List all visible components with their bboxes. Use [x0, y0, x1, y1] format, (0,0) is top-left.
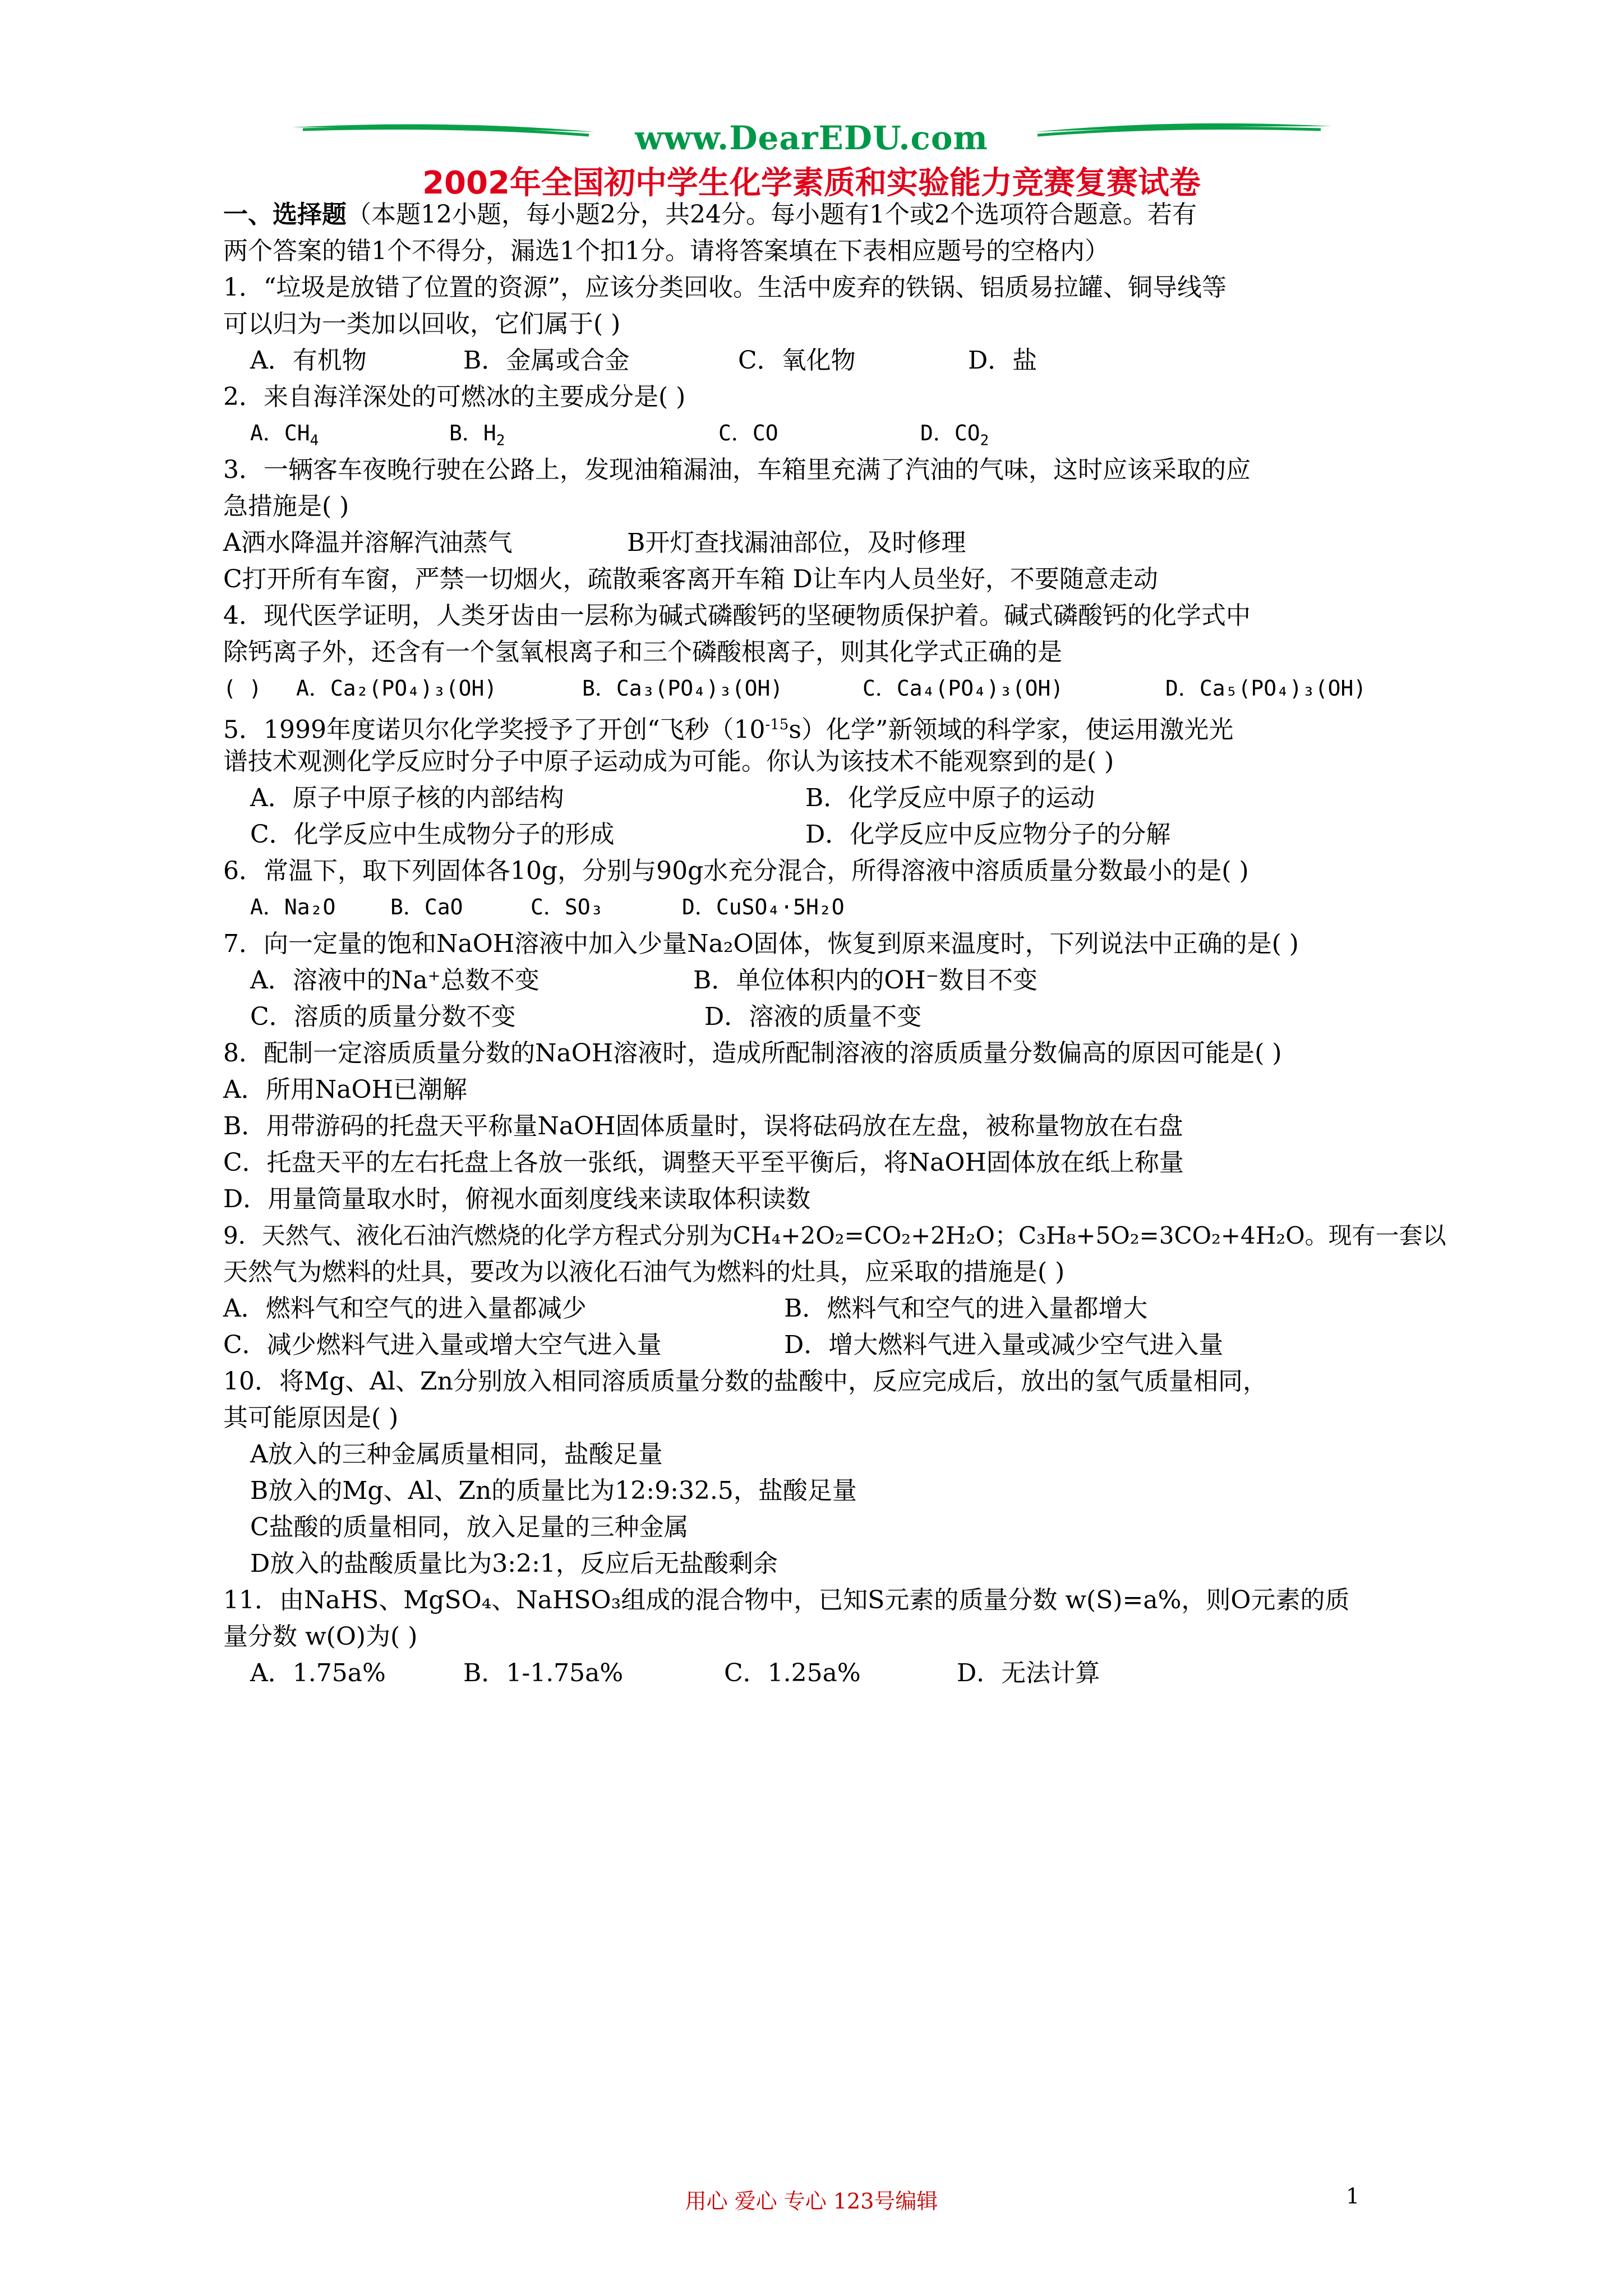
q7-option-b: B．单位体积内的OH⁻数目不变 — [693, 966, 1038, 995]
q11-option-d: D．无法计算 — [957, 1659, 1100, 1687]
q6-stem: 6．常温下，取下列固体各10g，分别与90g水充分混合，所得溶液中溶质质量分数最小的是( ) — [223, 857, 1249, 885]
section-intro: 一、选择题（本题12小题，每小题2分，共24分。每小题有1个或2个选项符合题意。若有 — [223, 200, 1197, 229]
q3-stem: 3．一辆客车夜晚行驶在公路上，发现油箱漏油，车箱里充满了汽油的气味，这时应该采取的应 — [223, 455, 1251, 484]
q5-stem: 5．1999年度诺贝尔化学奖授予了开创“飞秒$(10^{-15}s)$化学”新领域的科学家，使运用激光光 — [223, 715, 1234, 744]
q8-option-b: B．用带游码的托盘天平称量NaOH固体质量时，误将砝码放在左盘，被称量物放在右盘 — [223, 1112, 1183, 1140]
footer-text: 用心 爱心 专心 123号编辑 — [685, 2189, 938, 2214]
q10-stem-2: 其可能原因是( ) — [223, 1404, 399, 1432]
q3-options-cd: C打开所有车窗，严禁一切烟火，疏散乘客离开车箱 D让车内人员坐好，不要随意走动 — [223, 565, 1158, 593]
q6-option-b: B．CaO — [390, 895, 463, 919]
q5-options-ab — [223, 780, 1418, 816]
q9-options-ab — [223, 1290, 1418, 1327]
q3-option-b: B开灯查找漏油部位，及时修理 — [627, 528, 966, 557]
q1-stem: 1．“垃圾是放错了位置的资源”，应该分类回收。生活中废弃的铁锅、铝质易拉罐、铜导线等 — [223, 273, 1227, 302]
q6-option-a: A．Na₂O — [250, 895, 336, 919]
section-intro-2: 两个答案的错1个不得分，漏选1个扣1分。请将答案填在下表相应题号的空格内） — [223, 237, 1109, 265]
q5-option-a: A．原子中原子核的内部结构 — [250, 784, 564, 812]
q3-options-ab — [223, 524, 1418, 561]
q10-stem: 10．将Mg、Al、Zn分别放入相同溶质质量分数的盐酸中，反应完成后，放出的氢气质量相同， — [223, 1367, 1267, 1396]
site-url: www.DearEDU.com — [635, 119, 988, 157]
q7-options-ab — [223, 962, 1418, 999]
q8-stem: 8．配制一定溶质质量分数的NaOH溶液时，造成所配制溶液的溶质质量分数偏高的原因可能是( ) — [223, 1039, 1282, 1068]
q8-option-d: D．用量筒量取水时，俯视水面刻度线来读取体积读数 — [223, 1185, 811, 1213]
q8-option-c: C．托盘天平的左右托盘上各放一张纸，调整天平至平衡后，将NaOH固体放在纸上称量 — [223, 1148, 1184, 1177]
q1-stem-2: 可以归为一类加以回收，它们属于( ) — [223, 310, 621, 338]
q11-option-b: B．1-1.75a% — [463, 1659, 624, 1687]
q5-stem-2: 谱技术观测化学反应时分子中原子运动成为可能。你认为该技术不能观察到的是( ) — [223, 747, 1114, 776]
page-number: 1 — [1346, 2184, 1360, 2208]
q11-option-a: A．1.75a% — [250, 1659, 386, 1687]
q1-options — [223, 342, 1418, 379]
q1-option-d: D．盐 — [968, 346, 1038, 375]
q7-options-cd — [223, 999, 1418, 1035]
q9-stem: 9．天然气、液化石油汽燃烧的化学方程式分别为CH₄+2O₂=CO₂+2H₂O；C₃H₈+5O₂=3CO₂+4H₂O。现有一套以 — [223, 1222, 1446, 1249]
q10-option-d: D放入的盐酸质量比为3:2:1，反应后无盐酸剩余 — [250, 1549, 778, 1578]
exam-content — [223, 196, 1446, 1691]
q5-option-c: C．化学反应中生成物分子的形成 — [250, 820, 615, 849]
q9-option-c: C．减少燃料气进入量或增大空气进入量 — [223, 1331, 662, 1359]
q9-stem-2: 天然气为燃料的灶具，要改为以液化石油气为燃料的灶具，应采取的措施是( ) — [223, 1258, 1065, 1286]
q1-option-a: A．有机物 — [250, 346, 367, 375]
q1-option-b: B．金属或合金 — [463, 346, 630, 375]
q10-option-b: B放入的Mg、Al、Zn的质量比为12:9:32.5，盐酸足量 — [250, 1476, 857, 1505]
page-title: 2002年全国初中学生化学素质和实验能力竞赛复赛试卷 — [422, 165, 1201, 201]
q4-options — [223, 670, 1418, 707]
q4-paren: ( ) — [223, 676, 262, 701]
q4-stem: 4．现代医学证明，人类牙齿由一层称为碱式磷酸钙的坚硬物质保护着。碱式磷酸钙的化学式中 — [223, 601, 1251, 630]
q4-option-d: D．Ca₅(PO₄)₃(OH) — [1165, 676, 1367, 701]
q11-stem: 11．由NaHS、MgSO₄、NaHSO₃组成的混合物中，已知S元素的质量分数 w(S)=a%，则O元素的质 — [223, 1586, 1350, 1614]
q3-stem-2: 急措施是( ) — [223, 492, 349, 521]
q7-option-a: A．溶液中的Na⁺总数不变 — [250, 966, 540, 995]
q5-option-d: D．化学反应中反应物分子的分解 — [805, 820, 1171, 849]
q11-options — [223, 1655, 1418, 1691]
q6-option-d: D．CuSO₄·5H₂O — [682, 895, 845, 919]
q7-stem: 7．向一定量的饱和NaOH溶液中加入少量Na₂O固体，恢复到原来温度时，下列说法中正确的是( ) — [223, 930, 1299, 958]
q9-options-cd — [223, 1327, 1418, 1363]
q7-option-d: D．溶液的质量不变 — [704, 1002, 922, 1031]
q10-option-c: C盐酸的质量相同，放入足量的三种金属 — [250, 1513, 689, 1542]
q4-option-a: A．Ca₂(PO₄)₃(OH) — [296, 676, 497, 701]
q4-option-b: B．Ca₃(PO₄)₃(OH) — [582, 676, 783, 701]
q6-options — [223, 889, 1418, 926]
q2-options — [223, 415, 1418, 452]
q11-stem-2: 量分数 w(O)为( ) — [223, 1622, 418, 1651]
q1-option-c: C．氧化物 — [738, 346, 856, 375]
q8-option-a: A．所用NaOH已潮解 — [223, 1075, 467, 1104]
q5-options-cd — [223, 816, 1418, 853]
q5-option-b: B．化学反应中原子的运动 — [805, 784, 1095, 812]
q2-stem: 2．来自海洋深处的可燃冰的主要成分是( ) — [223, 383, 686, 411]
q9-option-b: B．燃料气和空气的进入量都增大 — [784, 1294, 1148, 1323]
q4-option-c: C．Ca₄(PO₄)₃(OH) — [863, 676, 1064, 701]
q9-option-d: D．增大燃料气进入量或减少空气进入量 — [784, 1331, 1224, 1359]
q6-option-c: C．SO₃ — [531, 895, 603, 919]
q9-option-a: A．燃料气和空气的进入量都减少 — [223, 1294, 587, 1323]
q2-option-b: B．$H_2$ — [449, 421, 505, 449]
q11-option-c: C．1.25a% — [724, 1659, 861, 1687]
q7-option-c: C．溶质的质量分数不变 — [250, 1002, 516, 1031]
q4-stem-2: 除钙离子外，还含有一个氢氧根离子和三个磷酸根离子，则其化学式正确的是 — [223, 638, 1062, 666]
q2-option-d: D．$CO_2$ — [920, 421, 989, 449]
q3-option-a: A洒水降温并溶解汽油蒸气 — [223, 528, 513, 557]
section-heading: 一、选择题 — [223, 200, 347, 229]
q10-option-a: A放入的三种金属质量相同，盐酸足量 — [250, 1440, 663, 1469]
q2-option-a: A．$CH_4$ — [250, 421, 319, 449]
q2-option-c: C．CO — [718, 421, 778, 445]
